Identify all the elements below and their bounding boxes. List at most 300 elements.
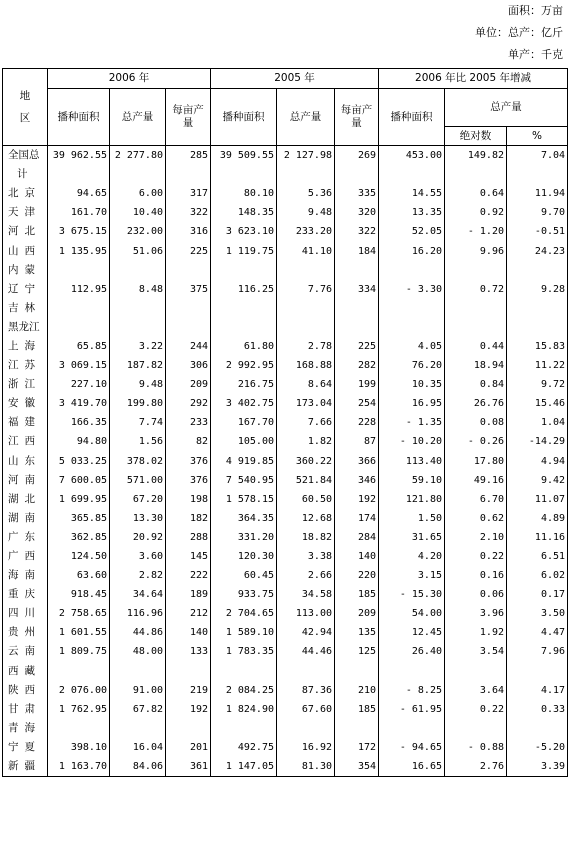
cell-a06: 2 758.65 [48, 604, 110, 623]
cell-p06: 84.06 [110, 757, 166, 777]
cell-a05: 1 147.05 [211, 757, 277, 777]
header-region-text: 地 区 [19, 90, 31, 124]
region-name: 贵州 [3, 623, 48, 642]
cell-y05: 269 [335, 146, 379, 166]
cell-y06: 198 [166, 490, 211, 509]
cell-y05 [335, 662, 379, 681]
cell-a05: 364.35 [211, 509, 277, 528]
cell-y05: 87 [335, 432, 379, 451]
cell-dp: - 1.20 [445, 222, 507, 241]
cell-da: 59.10 [379, 471, 445, 490]
table-row [3, 528, 568, 547]
cell-y06: 361 [166, 757, 211, 777]
region-name: 甘肃 [3, 700, 48, 719]
cell-p06: 378.02 [110, 452, 166, 471]
cell-p05: 42.94 [277, 623, 335, 642]
cell-a06 [48, 662, 110, 681]
cell-y05: 125 [335, 642, 379, 661]
cell-y05: 225 [335, 337, 379, 356]
cell-p06: 48.00 [110, 642, 166, 661]
region-name: 浙江 [3, 375, 48, 394]
cell-dp: 3.96 [445, 604, 507, 623]
cell-dp [445, 261, 507, 280]
cell-pct: 24.23 [507, 241, 568, 260]
region-name: 上海 [3, 337, 48, 356]
cell-y06: 209 [166, 375, 211, 394]
header-2006: 2006 年 [48, 69, 211, 89]
cell-dp: 0.92 [445, 203, 507, 222]
cell-a06: 65.85 [48, 337, 110, 356]
cell-y06: 212 [166, 604, 211, 623]
region-name: 山西 [3, 241, 48, 260]
header-percent: % [507, 127, 568, 146]
cell-p05: 233.20 [277, 222, 335, 241]
cell-a05 [211, 261, 277, 280]
cell-y06: 306 [166, 356, 211, 375]
cell-a06 [48, 165, 110, 184]
cell-y05: 346 [335, 471, 379, 490]
cell-pct [507, 299, 568, 318]
header-region [3, 69, 48, 146]
cell-pct: -5.20 [507, 738, 568, 757]
cell-p05: 16.92 [277, 738, 335, 757]
cell-a05: 933.75 [211, 585, 277, 604]
cell-p06: 13.30 [110, 509, 166, 528]
cell-dp: 49.16 [445, 471, 507, 490]
cell-da: - 15.30 [379, 585, 445, 604]
cell-p05 [277, 261, 335, 280]
cell-pct: -0.51 [507, 222, 568, 241]
region-name: 云南 [3, 642, 48, 661]
cell-a05: 2 992.95 [211, 356, 277, 375]
cell-y06 [166, 261, 211, 280]
cell-a06: 1 163.70 [48, 757, 110, 777]
cell-y05 [335, 261, 379, 280]
cell-pct [507, 662, 568, 681]
cell-a06 [48, 299, 110, 318]
table-row [3, 413, 568, 432]
cell-pct: 9.28 [507, 280, 568, 299]
cell-da [379, 299, 445, 318]
cell-p06: 232.00 [110, 222, 166, 241]
table-row [3, 604, 568, 623]
cell-da: 3.15 [379, 566, 445, 585]
cell-pct: 4.94 [507, 452, 568, 471]
cell-y05: 172 [335, 738, 379, 757]
table-row [3, 738, 568, 757]
cell-pct: 7.04 [507, 146, 568, 166]
table-row [3, 146, 568, 166]
cell-dp: 0.16 [445, 566, 507, 585]
region-name: 宁夏 [3, 738, 48, 757]
cell-p05: 2.66 [277, 566, 335, 585]
cell-da: 121.80 [379, 490, 445, 509]
table-row [3, 203, 568, 222]
cell-da [379, 662, 445, 681]
cell-y05: 184 [335, 241, 379, 260]
cell-pct: 4.47 [507, 623, 568, 642]
cell-p05: 360.22 [277, 452, 335, 471]
cell-dp: 0.06 [445, 585, 507, 604]
cell-p06: 116.96 [110, 604, 166, 623]
cell-pct: -14.29 [507, 432, 568, 451]
header-sown-area-2005: 播种面积 [211, 89, 277, 146]
cell-y06 [166, 165, 211, 184]
cell-y05: 185 [335, 585, 379, 604]
header-sown-area-change: 播种面积 [379, 89, 445, 146]
cell-a06: 3 675.15 [48, 222, 110, 241]
header-output-change: 总产量 [445, 89, 568, 127]
cell-a06: 94.80 [48, 432, 110, 451]
cell-da: 113.40 [379, 452, 445, 471]
cell-dp: 0.22 [445, 547, 507, 566]
region-name: 北京 [3, 184, 48, 203]
region-name: 吉林 [3, 299, 48, 318]
cell-y06: 288 [166, 528, 211, 547]
unit-production: 单位：总产：亿斤 [475, 26, 563, 39]
cell-pct: 7.96 [507, 642, 568, 661]
region-name: 江西 [3, 432, 48, 451]
cell-y05: 322 [335, 222, 379, 241]
region-name: 江苏 [3, 356, 48, 375]
cell-a06 [48, 261, 110, 280]
cell-p06: 199.80 [110, 394, 166, 413]
cell-da: 1.50 [379, 509, 445, 528]
cell-a06: 1 809.75 [48, 642, 110, 661]
table-row [3, 280, 568, 299]
cell-p05: 173.04 [277, 394, 335, 413]
cell-y05: 220 [335, 566, 379, 585]
cell-y05 [335, 165, 379, 184]
cell-p06 [110, 662, 166, 681]
cell-p06: 7.74 [110, 413, 166, 432]
cell-p05 [277, 318, 335, 337]
cell-dp: 26.76 [445, 394, 507, 413]
cell-y06: 292 [166, 394, 211, 413]
cell-p06 [110, 318, 166, 337]
cell-dp: 0.72 [445, 280, 507, 299]
region-name: 福建 [3, 413, 48, 432]
cell-p05: 8.64 [277, 375, 335, 394]
cell-a06: 112.95 [48, 280, 110, 299]
cell-a05: 2 084.25 [211, 681, 277, 700]
cell-a05 [211, 719, 277, 738]
header-output-2005: 总产量 [277, 89, 335, 146]
region-name: 西藏 [3, 662, 48, 681]
cell-pct: 6.51 [507, 547, 568, 566]
table-row [3, 318, 568, 337]
cell-a05: 331.20 [211, 528, 277, 547]
table-row [3, 623, 568, 642]
cell-y05: 199 [335, 375, 379, 394]
table-row [3, 490, 568, 509]
table-row [3, 165, 568, 184]
cell-da: 4.20 [379, 547, 445, 566]
cell-da: 14.55 [379, 184, 445, 203]
cell-dp: 1.92 [445, 623, 507, 642]
cell-y06: 192 [166, 700, 211, 719]
region-name: 广西 [3, 547, 48, 566]
region-name: 山东 [3, 452, 48, 471]
cell-p06: 8.48 [110, 280, 166, 299]
region-name: 河南 [3, 471, 48, 490]
cell-p06: 2.82 [110, 566, 166, 585]
cell-dp: 0.22 [445, 700, 507, 719]
header-change: 2006 年比 2005 年增减 [379, 69, 568, 89]
cell-p06: 91.00 [110, 681, 166, 700]
region-name: 湖南 [3, 509, 48, 528]
cell-a06: 362.85 [48, 528, 110, 547]
cell-p05 [277, 165, 335, 184]
cell-a05 [211, 299, 277, 318]
cell-a06: 166.35 [48, 413, 110, 432]
cell-dp: 0.84 [445, 375, 507, 394]
region-name: 安徽 [3, 394, 48, 413]
cell-pct: 9.72 [507, 375, 568, 394]
table-row [3, 184, 568, 203]
cell-pct: 11.94 [507, 184, 568, 203]
cell-da: 54.00 [379, 604, 445, 623]
cell-a06: 5 033.25 [48, 452, 110, 471]
cell-a06: 7 600.05 [48, 471, 110, 490]
cell-dp [445, 299, 507, 318]
cell-dp: 2.10 [445, 528, 507, 547]
region-name: 计 [3, 165, 48, 184]
header-sown-area-2006: 播种面积 [48, 89, 110, 146]
cell-y06: 316 [166, 222, 211, 241]
cell-p05 [277, 299, 335, 318]
cell-da: 13.35 [379, 203, 445, 222]
cell-y06: 225 [166, 241, 211, 260]
cell-p05: 7.76 [277, 280, 335, 299]
table-row [3, 719, 568, 738]
table-row [3, 261, 568, 280]
cell-a06: 918.45 [48, 585, 110, 604]
cell-y05: 334 [335, 280, 379, 299]
cell-y05: 135 [335, 623, 379, 642]
cell-y05: 284 [335, 528, 379, 547]
cell-dp [445, 719, 507, 738]
cell-a05: 1 783.35 [211, 642, 277, 661]
cell-pct [507, 261, 568, 280]
cell-pct: 11.22 [507, 356, 568, 375]
cell-p06: 34.64 [110, 585, 166, 604]
cell-p06: 9.48 [110, 375, 166, 394]
cell-p05: 2.78 [277, 337, 335, 356]
table-row [3, 432, 568, 451]
cell-p06: 44.86 [110, 623, 166, 642]
region-name: 重庆 [3, 585, 48, 604]
table-row [3, 299, 568, 318]
cell-da: 31.65 [379, 528, 445, 547]
header-yield-2005: 每亩产量 [335, 89, 379, 146]
table-row [3, 681, 568, 700]
cell-y06: 201 [166, 738, 211, 757]
cell-a05 [211, 318, 277, 337]
region-name: 内蒙 [3, 261, 48, 280]
cell-y06 [166, 299, 211, 318]
cell-da: - 61.95 [379, 700, 445, 719]
cell-da: - 10.20 [379, 432, 445, 451]
cell-dp: 9.96 [445, 241, 507, 260]
cell-y06: 133 [166, 642, 211, 661]
cell-y05 [335, 318, 379, 337]
cell-y06: 317 [166, 184, 211, 203]
cell-pct: 3.39 [507, 757, 568, 777]
table-row [3, 509, 568, 528]
cell-da: - 3.30 [379, 280, 445, 299]
cell-a05: 80.10 [211, 184, 277, 203]
cell-a06: 2 076.00 [48, 681, 110, 700]
cell-dp: 3.54 [445, 642, 507, 661]
table-row [3, 566, 568, 585]
cell-a05: 1 578.15 [211, 490, 277, 509]
cell-pct: 4.89 [507, 509, 568, 528]
cell-dp: 0.62 [445, 509, 507, 528]
cell-y05 [335, 719, 379, 738]
unit-yield: 单产：千克 [508, 48, 563, 61]
table-row [3, 337, 568, 356]
cell-a05: 492.75 [211, 738, 277, 757]
cell-p06: 1.56 [110, 432, 166, 451]
cell-a06: 3 419.70 [48, 394, 110, 413]
cell-p05 [277, 662, 335, 681]
cell-a06: 161.70 [48, 203, 110, 222]
cell-y05: 354 [335, 757, 379, 777]
cell-a05: 7 540.95 [211, 471, 277, 490]
cell-da [379, 719, 445, 738]
cell-y06 [166, 662, 211, 681]
cell-da: 453.00 [379, 146, 445, 166]
cell-p05: 7.66 [277, 413, 335, 432]
cell-a05: 120.30 [211, 547, 277, 566]
cell-a05: 4 919.85 [211, 452, 277, 471]
cell-p05: 521.84 [277, 471, 335, 490]
cell-y05: 254 [335, 394, 379, 413]
cell-p06 [110, 719, 166, 738]
region-name: 新疆 [3, 757, 48, 777]
header-yield-2006: 每亩产量 [166, 89, 211, 146]
cell-p05: 9.48 [277, 203, 335, 222]
region-name: 四川 [3, 604, 48, 623]
cell-y06: 375 [166, 280, 211, 299]
cell-p06: 3.22 [110, 337, 166, 356]
cell-a05: 3 402.75 [211, 394, 277, 413]
header-2005: 2005 年 [211, 69, 379, 89]
cell-p06: 20.92 [110, 528, 166, 547]
cell-y06: 244 [166, 337, 211, 356]
cell-y05: 192 [335, 490, 379, 509]
table-row [3, 757, 568, 777]
cell-p05: 12.68 [277, 509, 335, 528]
region-name: 陕西 [3, 681, 48, 700]
cell-dp: 149.82 [445, 146, 507, 166]
cell-da [379, 261, 445, 280]
cell-dp: 6.70 [445, 490, 507, 509]
cell-da: 16.65 [379, 757, 445, 777]
cell-y06 [166, 719, 211, 738]
cell-da: 52.05 [379, 222, 445, 241]
cell-a06: 3 069.15 [48, 356, 110, 375]
cell-pct [507, 318, 568, 337]
cell-pct: 15.46 [507, 394, 568, 413]
cell-y05: 228 [335, 413, 379, 432]
cell-p06: 187.82 [110, 356, 166, 375]
cell-pct: 9.42 [507, 471, 568, 490]
cell-p05: 5.36 [277, 184, 335, 203]
cell-a05 [211, 662, 277, 681]
cell-da [379, 165, 445, 184]
cell-da: 76.20 [379, 356, 445, 375]
table-row [3, 700, 568, 719]
cell-y05: 174 [335, 509, 379, 528]
cell-y06: 182 [166, 509, 211, 528]
cell-a06: 39 962.55 [48, 146, 110, 166]
cell-a06 [48, 719, 110, 738]
cell-p06: 571.00 [110, 471, 166, 490]
header-absolute: 绝对数 [445, 127, 507, 146]
table-row [3, 471, 568, 490]
cell-p05: 113.00 [277, 604, 335, 623]
cell-a06 [48, 318, 110, 337]
cell-a06: 398.10 [48, 738, 110, 757]
cell-p05: 60.50 [277, 490, 335, 509]
cell-y06: 222 [166, 566, 211, 585]
cell-p06: 16.04 [110, 738, 166, 757]
cell-da: - 1.35 [379, 413, 445, 432]
cell-p05: 3.38 [277, 547, 335, 566]
cell-y05: 209 [335, 604, 379, 623]
cell-y05: 185 [335, 700, 379, 719]
cell-pct: 0.17 [507, 585, 568, 604]
region-name: 湖北 [3, 490, 48, 509]
cell-dp [445, 165, 507, 184]
cell-pct [507, 165, 568, 184]
cell-p06: 51.06 [110, 241, 166, 260]
header-output-2006: 总产量 [110, 89, 166, 146]
cell-a05: 3 623.10 [211, 222, 277, 241]
table-row [3, 356, 568, 375]
cell-y06: 285 [166, 146, 211, 166]
cell-dp: 0.64 [445, 184, 507, 203]
cell-da: 4.05 [379, 337, 445, 356]
cell-a06: 227.10 [48, 375, 110, 394]
cell-y05: 335 [335, 184, 379, 203]
cell-a06: 1 601.55 [48, 623, 110, 642]
cell-a06: 1 699.95 [48, 490, 110, 509]
cell-da: 26.40 [379, 642, 445, 661]
cell-p06 [110, 165, 166, 184]
cell-da: - 94.65 [379, 738, 445, 757]
cell-dp: 18.94 [445, 356, 507, 375]
cell-a05: 216.75 [211, 375, 277, 394]
table-row [3, 585, 568, 604]
cell-da: 16.20 [379, 241, 445, 260]
table-body [3, 146, 568, 777]
cell-pct: 0.33 [507, 700, 568, 719]
cell-y06: 189 [166, 585, 211, 604]
units-block [363, 4, 563, 70]
cell-a05: 1 589.10 [211, 623, 277, 642]
cell-p06: 6.00 [110, 184, 166, 203]
cell-pct: 3.50 [507, 604, 568, 623]
cell-a05: 1 824.90 [211, 700, 277, 719]
cell-y05: 320 [335, 203, 379, 222]
cell-pct: 15.83 [507, 337, 568, 356]
cell-y06 [166, 318, 211, 337]
cell-dp: 0.08 [445, 413, 507, 432]
cell-p05: 44.46 [277, 642, 335, 661]
